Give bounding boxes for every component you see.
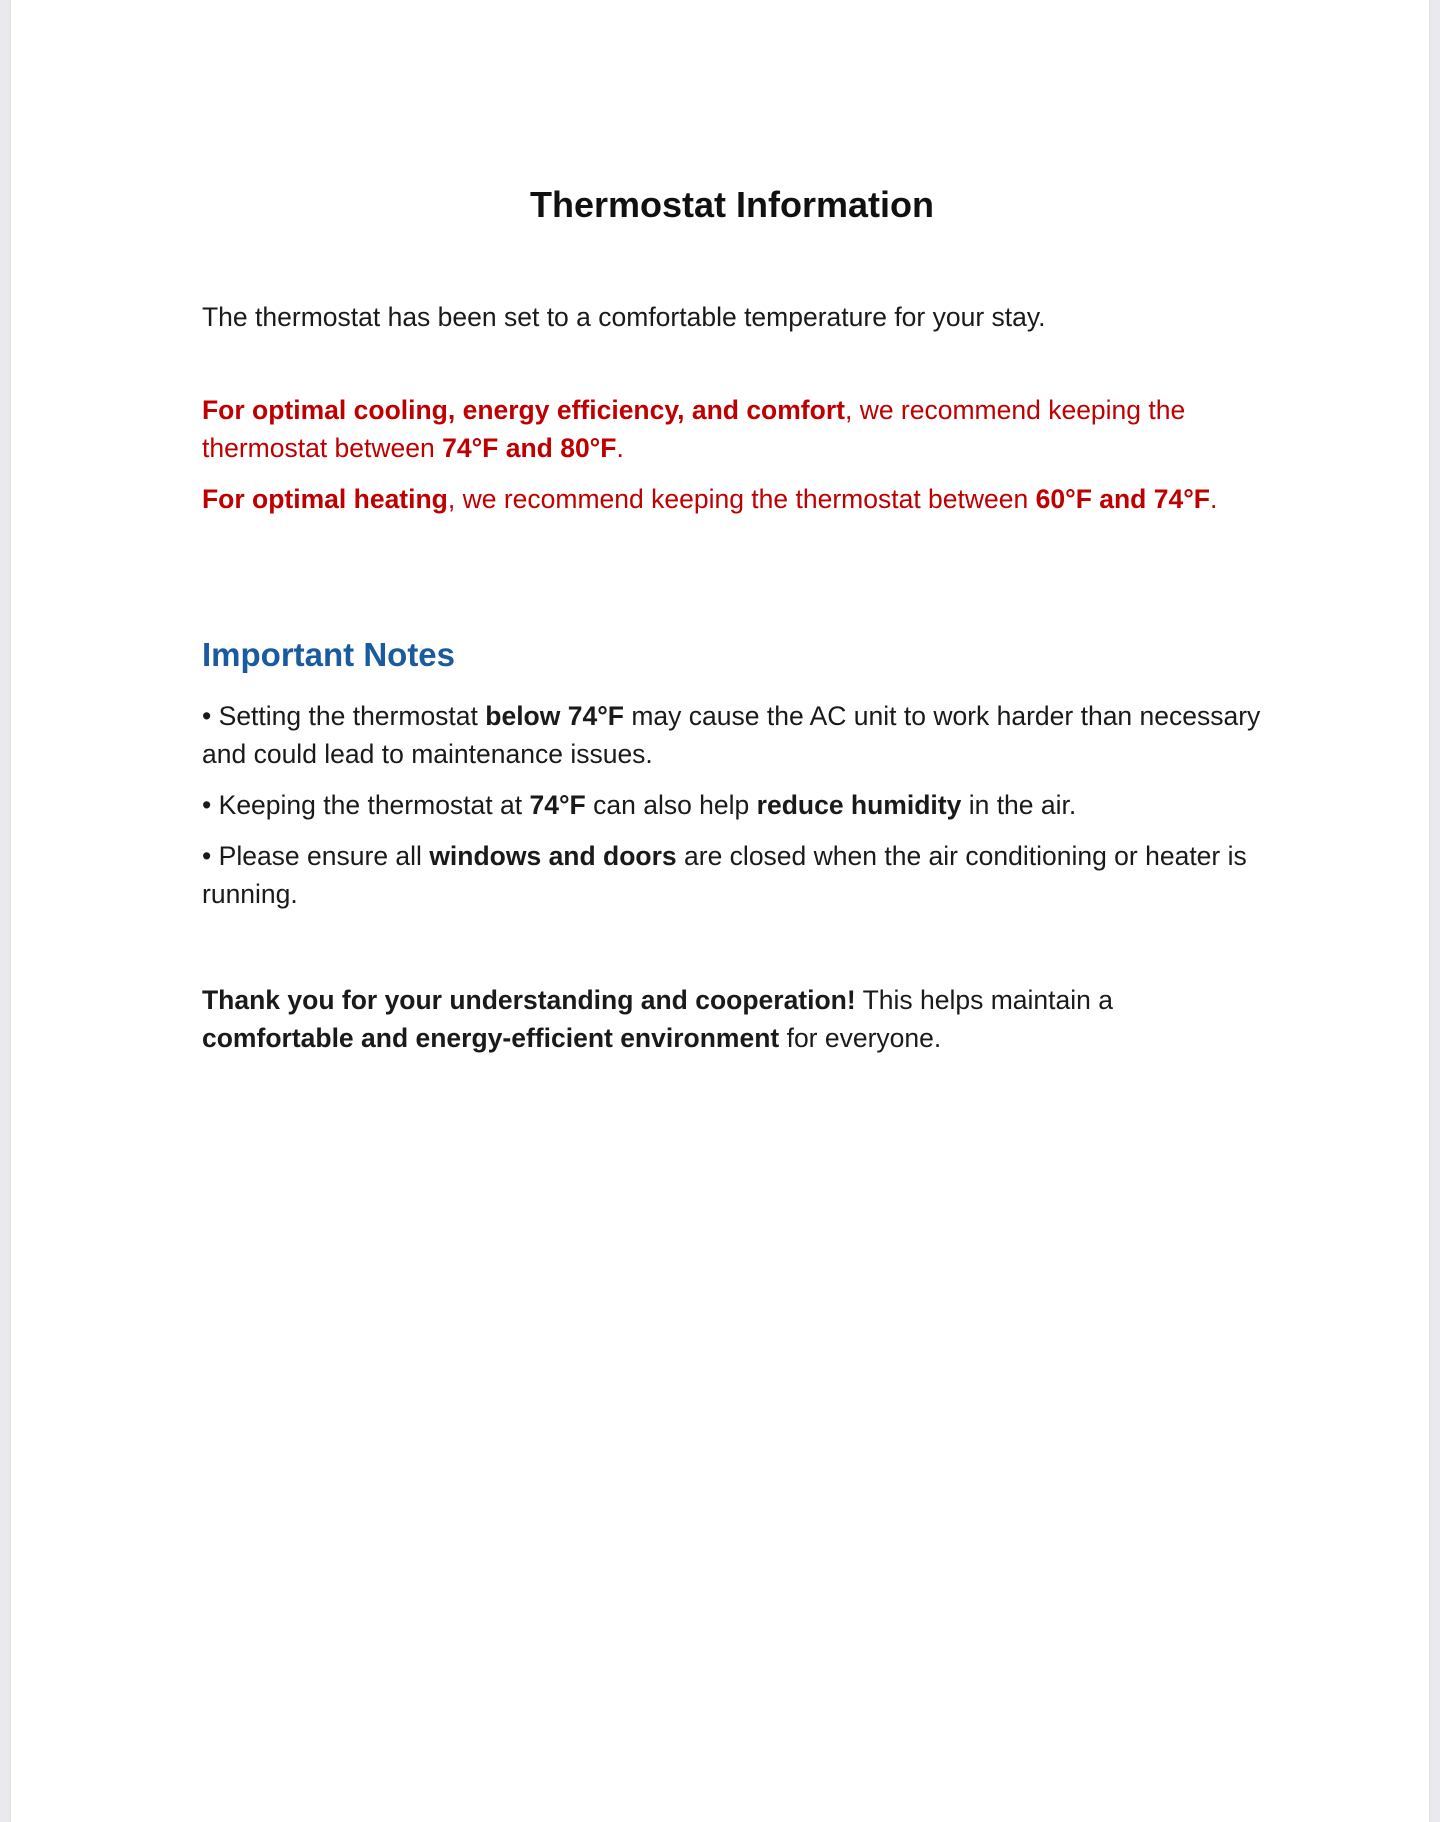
heating-middle: , we recommend keeping the thermostat between bbox=[447, 484, 1036, 514]
important-notes-heading: Important Notes bbox=[202, 636, 456, 673]
heating-recommendation bbox=[202, 480, 1262, 518]
note-item bbox=[202, 697, 1262, 773]
note-text: in the air. bbox=[961, 790, 1077, 820]
note-text: are closed when the air conditioning or heater is running. bbox=[202, 841, 1247, 909]
bullet-icon: • bbox=[202, 790, 212, 820]
note-bold: windows and doors bbox=[429, 841, 677, 871]
note-text: can also help bbox=[585, 790, 757, 820]
heating-range: 60°F and 74°F bbox=[1035, 484, 1210, 514]
cooling-middle: , we recommend keeping the thermostat between bbox=[202, 395, 1186, 463]
bullet-icon: • bbox=[202, 841, 212, 871]
note-bold: reduce humidity bbox=[756, 790, 962, 820]
closing-bold-thanks: Thank you for your understanding and cooperation! bbox=[202, 985, 856, 1015]
note-text: Setting the thermostat bbox=[211, 701, 486, 731]
note-text: Keeping the thermostat at bbox=[211, 790, 530, 820]
closing-bold-environment: comfortable and energy-efficient environment bbox=[202, 1023, 780, 1053]
cooling-end: . bbox=[616, 433, 624, 463]
note-bold: below 74°F bbox=[485, 701, 624, 731]
closing-paragraph bbox=[202, 981, 1262, 1057]
note-bold: 74°F bbox=[529, 790, 586, 820]
intro-paragraph bbox=[202, 298, 1262, 336]
intro-text: The thermostat has been set to a comfortable temperature for your stay. bbox=[202, 302, 1046, 332]
note-item bbox=[202, 837, 1262, 913]
note-item bbox=[202, 786, 1262, 824]
page-title: Thermostat Information bbox=[529, 184, 934, 225]
heating-lead: For optimal heating bbox=[202, 484, 448, 514]
note-text: Please ensure all bbox=[211, 841, 430, 871]
closing-text: for everyone. bbox=[779, 1023, 942, 1053]
cooling-lead: For optimal cooling, energy efficiency, and comfort bbox=[202, 395, 845, 425]
cooling-recommendation bbox=[202, 391, 1262, 467]
cooling-range: 74°F and 80°F bbox=[442, 433, 617, 463]
bullet-icon: • bbox=[202, 701, 212, 731]
closing-text: This helps maintain a bbox=[855, 985, 1113, 1015]
heating-end: . bbox=[1209, 484, 1218, 514]
document-page bbox=[11, 0, 1429, 1822]
note-text: may cause the AC unit to work harder than necessary and could lead to maintenance issues. bbox=[202, 701, 1261, 769]
